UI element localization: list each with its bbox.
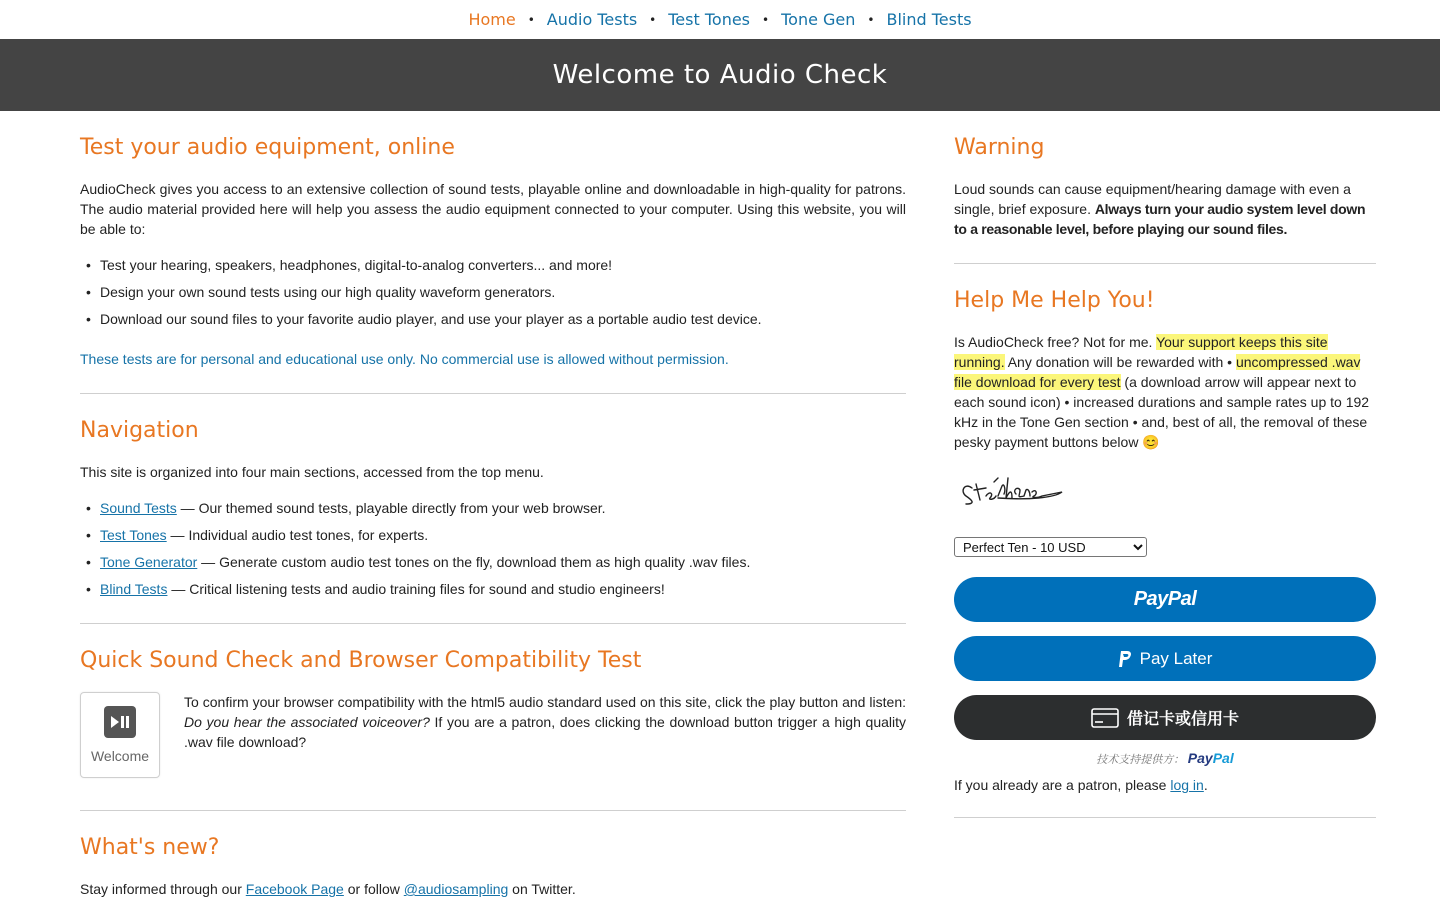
nav-tone-gen[interactable]: Tone Gen [781,10,856,29]
warning-paragraph: Loud sounds can cause equipment/hearing damage with even a single, brief exposure. Always turn your audio system level down to a reasonable level, before playing our sound files. [954,181,1366,237]
main-column [80,111,906,911]
quickcheck-text: To confirm your browser compatibility with the html5 audio standard used on this site, click the play button and listen: Do you hear the associated voiceover? If you are a patron, does clicking the download button trigger a high quality .wav file download? [184,694,906,750]
whatsnew-heading: What's new? [80,835,220,860]
quickcheck-section [80,692,906,778]
nav-separator: • [867,12,875,27]
smiley-emoji: 😊 [1142,434,1160,450]
card-button-label: 借记卡或信用卡 [1126,709,1239,728]
signature-image [958,468,1376,513]
intro-list [80,255,906,329]
help-heading: Help Me Help You! [954,288,1155,313]
paypal-button[interactable] [954,577,1376,622]
nav-audio-tests[interactable]: Audio Tests [546,10,638,29]
patron-login-paragraph: If you already are a patron, please log in. [954,777,1208,793]
list-item: • Blind Tests — Critical listening tests and audio training files for sound and studio engineers! [86,581,665,597]
list-item: • Sound Tests — Our themed sound tests, playable directly from your web browser. [86,500,606,516]
twitter-link[interactable]: @audiosampling [403,881,509,897]
usage-notice: These tests are for personal and educational use only. No commercial use is allowed without permission. [80,351,729,367]
play-pause-icon[interactable] [104,706,136,738]
pay-later-button[interactable] [954,636,1376,681]
sidebar [954,111,1376,818]
warning-heading: Warning [954,135,1045,160]
highlight-support: Your support keeps this site running. [954,334,1328,370]
nav-separator: • [649,12,657,27]
divider [80,810,906,811]
intro-heading: Test your audio equipment, online [80,135,455,160]
sound-tests-link[interactable]: Sound Tests [100,500,177,516]
divider [954,817,1376,818]
help-paragraph: Is AudioCheck free? Not for me. Your support keeps this site running. Any donation will be rewarded with • uncompressed .wav file download for every test (a download arrow will appear next to each sound icon) • increased durations and sample rates up to 192 kHz in the Tone Gen section • and, best of all, the removal of these pesky payment buttons below 😊 [954,334,1370,450]
login-link[interactable]: log in [1170,777,1204,793]
list-item: • Test your hearing, speakers, headphones, digital-to-analog converters... and more! [86,257,613,273]
nav-separator: • [762,12,770,27]
quickcheck-heading: Quick Sound Check and Browser Compatibility Test [80,648,642,673]
nav-blind-tests[interactable]: Blind Tests [886,10,972,29]
nav-home[interactable]: Home [468,10,516,29]
voiceover-question: Do you hear the associated voiceover? [184,714,430,730]
navigation-paragraph: This site is organized into four main sections, accessed from the top menu. [80,464,544,480]
list-item: • Download our sound files to your favorite audio player, and use your player as a portable audio test device. [86,311,762,327]
whatsnew-paragraph: Stay informed through our Facebook Page or follow @audiosampling on Twitter. [80,881,576,897]
divider [80,623,906,624]
paypal-p-icon [1118,650,1132,668]
list-item: • Test Tones — Individual audio test tones, for experts. [86,527,429,543]
list-item: • Tone Generator — Generate custom audio test tones on the fly, download them as high quality .wav files. [86,554,751,570]
audio-player[interactable] [80,692,160,778]
page-title: Welcome to Audio Check [552,60,888,90]
powered-by-paypal: 技术支持提供方： PayPal [1096,750,1234,766]
blind-tests-link[interactable]: Blind Tests [100,581,168,597]
pay-later-label: Pay Later [1139,648,1213,668]
intro-paragraph: AudioCheck gives you access to an extensive collection of sound tests, playable online and downloadable in high-quality for patrons. The audio material provided here will help you assess the audio equipment connected to your computer. Using this website, you will be able to: [80,181,906,237]
player-label: Welcome [90,748,150,764]
list-item: • Design your own sound tests using our high quality waveform generators. [86,284,556,300]
navigation-list [80,498,906,599]
nav-test-tones[interactable]: Test Tones [668,10,751,29]
tone-generator-link[interactable]: Tone Generator [100,554,198,570]
highlight-wav: uncompressed .wav file download for every test [954,354,1361,390]
facebook-link[interactable]: Facebook Page [245,881,344,897]
paypal-logo: PayPal [1133,588,1197,610]
top-navigation [0,0,1440,39]
card-button[interactable] [954,695,1376,740]
warning-emphasis: Always turn your audio system level down to a reasonable level, before playing our sound files. [954,201,1366,237]
paypal-wordmark: PayPal [1187,750,1234,766]
credit-card-icon [1091,708,1119,728]
donation-amount-select[interactable] [954,537,1147,557]
nav-separator: • [527,12,535,27]
navigation-heading: Navigation [80,418,199,443]
divider [80,393,906,394]
test-tones-link[interactable]: Test Tones [100,527,167,543]
divider [954,263,1376,264]
page-banner [0,39,1440,111]
